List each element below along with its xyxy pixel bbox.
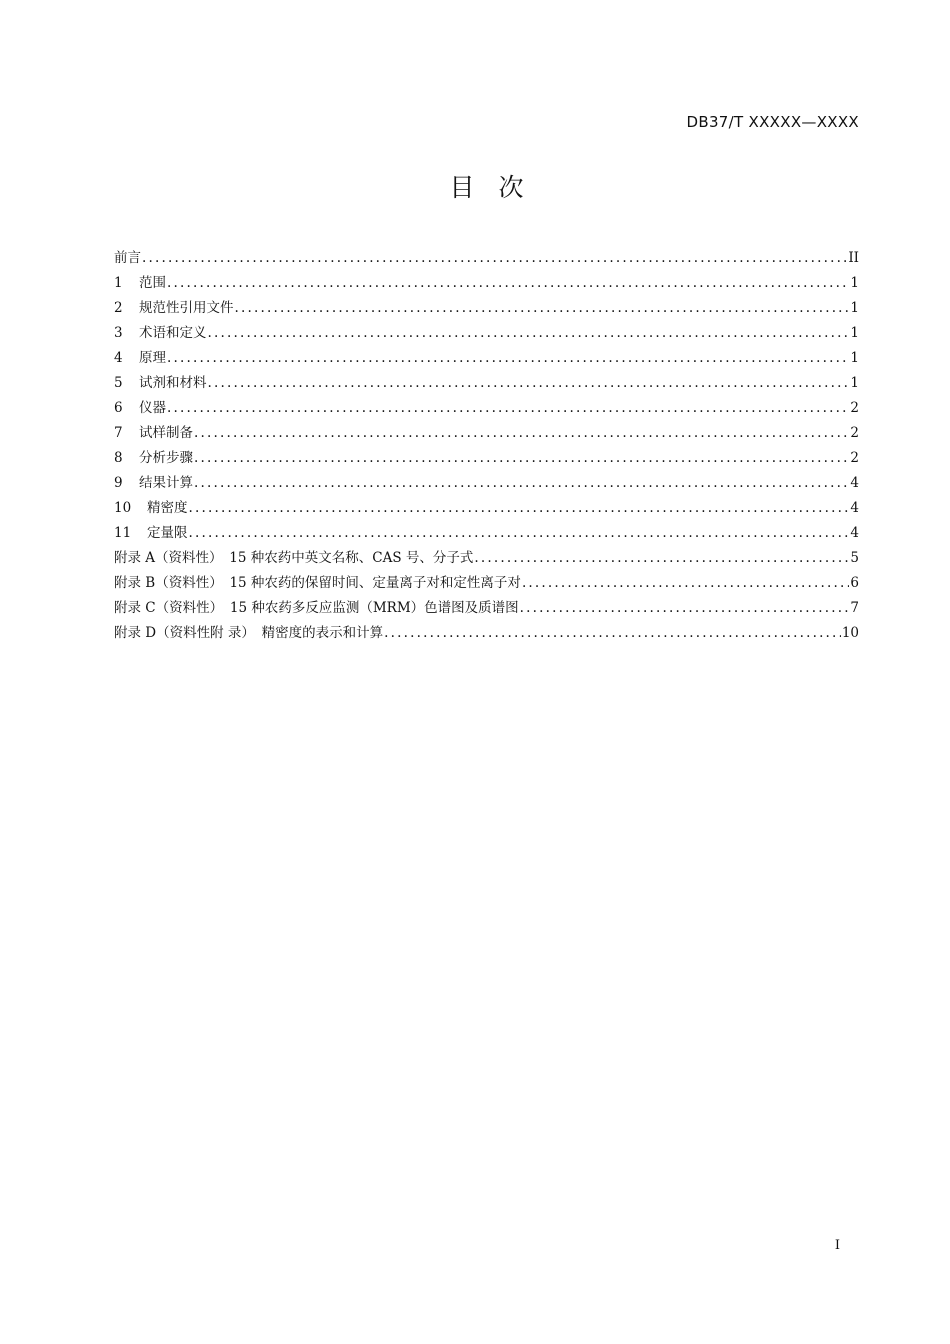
- toc-entry-page: 2: [850, 425, 859, 441]
- toc-entry-page: 2: [850, 400, 859, 416]
- toc-entry-text: 结果计算: [139, 475, 193, 491]
- toc-entry-appendix-b[interactable]: [114, 571, 859, 596]
- toc-entry-number: 7: [114, 425, 123, 441]
- page-number: I: [834, 1238, 840, 1253]
- toc-entry-text: 范围: [139, 275, 166, 291]
- toc-entry-number: 2: [114, 300, 123, 316]
- toc-entry-10[interactable]: [114, 496, 859, 521]
- toc-entry-page: 1: [850, 350, 859, 366]
- toc-leader: [189, 496, 850, 521]
- toc-leader: [167, 346, 849, 371]
- toc-entry-number: 10: [114, 500, 132, 516]
- toc-title: [0, 168, 950, 204]
- toc-entry-text: 分析步骤: [139, 450, 193, 466]
- toc-leader: [167, 396, 849, 421]
- toc-title-char: 目: [449, 173, 477, 202]
- toc-entry-appendix-a[interactable]: [114, 546, 859, 571]
- toc-entry-text: 前言: [114, 250, 141, 266]
- toc-entry-number: 11: [114, 525, 132, 541]
- toc-entry-page: 1: [850, 325, 859, 341]
- toc-leader: [194, 421, 849, 446]
- toc-entry-6[interactable]: [114, 396, 859, 421]
- toc-title-char: 次: [498, 173, 526, 202]
- toc-entry-foreword[interactable]: [114, 246, 859, 271]
- toc-entry-2[interactable]: [114, 296, 859, 321]
- toc-entry-5[interactable]: [114, 371, 859, 396]
- toc-leader: [384, 621, 841, 646]
- toc-leader: [189, 521, 850, 546]
- toc-leader: [167, 271, 849, 296]
- toc-entry-1[interactable]: [114, 271, 859, 296]
- toc-entry-text: 定量限: [147, 525, 188, 541]
- toc-leader: [194, 471, 849, 496]
- toc-entry-page: 7: [850, 600, 859, 616]
- toc-entry-7[interactable]: [114, 421, 859, 446]
- toc-entry-11[interactable]: [114, 521, 859, 546]
- toc-entry-page: 10: [841, 625, 859, 641]
- toc-entry-8[interactable]: [114, 446, 859, 471]
- toc-entry-appendix-d[interactable]: [114, 621, 859, 646]
- toc-entry-number: 8: [114, 450, 123, 466]
- toc-entry-page: 4: [850, 525, 859, 541]
- toc-entry-number: 3: [114, 325, 123, 341]
- toc-leader: [208, 321, 850, 346]
- toc-entry-text: 原理: [139, 350, 166, 366]
- toc-entry-text: 规范性引用文件: [139, 300, 234, 316]
- toc-entry-page: 4: [850, 475, 859, 491]
- toc-entry-number: 5: [114, 375, 123, 391]
- toc-entry-page: 5: [850, 550, 859, 566]
- toc-entry-page: 6: [850, 575, 859, 591]
- toc-entry-page: 1: [850, 375, 859, 391]
- toc-list: [114, 246, 859, 646]
- toc-leader: [520, 596, 850, 621]
- toc-entry-number: 1: [114, 275, 123, 291]
- toc-entry-page: 2: [850, 450, 859, 466]
- toc-entry-text: 附录 B（资料性） 15 种农药的保留时间、定量离子对和定性离子对: [114, 575, 521, 591]
- toc-leader: [235, 296, 850, 321]
- toc-entry-text: 试样制备: [139, 425, 193, 441]
- toc-entry-text: 试剂和材料: [139, 375, 207, 391]
- document-code: DB37/T XXXXX—XXXX: [686, 113, 859, 131]
- toc-entry-9[interactable]: [114, 471, 859, 496]
- toc-entry-text: 仪器: [139, 400, 166, 416]
- toc-entry-page: II: [848, 250, 859, 266]
- toc-leader: [474, 546, 849, 571]
- toc-leader: [194, 446, 849, 471]
- toc-entry-page: 1: [850, 275, 859, 291]
- toc-leader: [522, 571, 849, 596]
- toc-entry-text: 附录 D（资料性附 录） 精密度的表示和计算: [114, 625, 384, 641]
- toc-entry-page: 1: [850, 300, 859, 316]
- toc-entry-text: 附录 C（资料性） 15 种农药多反应监测（MRM）色谱图及质谱图: [114, 600, 519, 616]
- toc-entry-text: 术语和定义: [139, 325, 207, 341]
- toc-entry-text: 附录 A（资料性） 15 种农药中英文名称、CAS 号、分子式: [114, 550, 474, 566]
- toc-entry-text: 精密度: [147, 500, 188, 516]
- toc-entry-page: 4: [850, 500, 859, 516]
- toc-entry-number: 4: [114, 350, 123, 366]
- toc-entry-4[interactable]: [114, 346, 859, 371]
- toc-leader: [208, 371, 850, 396]
- toc-leader: [142, 246, 847, 271]
- toc-entry-number: 6: [114, 400, 123, 416]
- toc-entry-number: 9: [114, 475, 123, 491]
- toc-entry-3[interactable]: [114, 321, 859, 346]
- toc-entry-appendix-c[interactable]: [114, 596, 859, 621]
